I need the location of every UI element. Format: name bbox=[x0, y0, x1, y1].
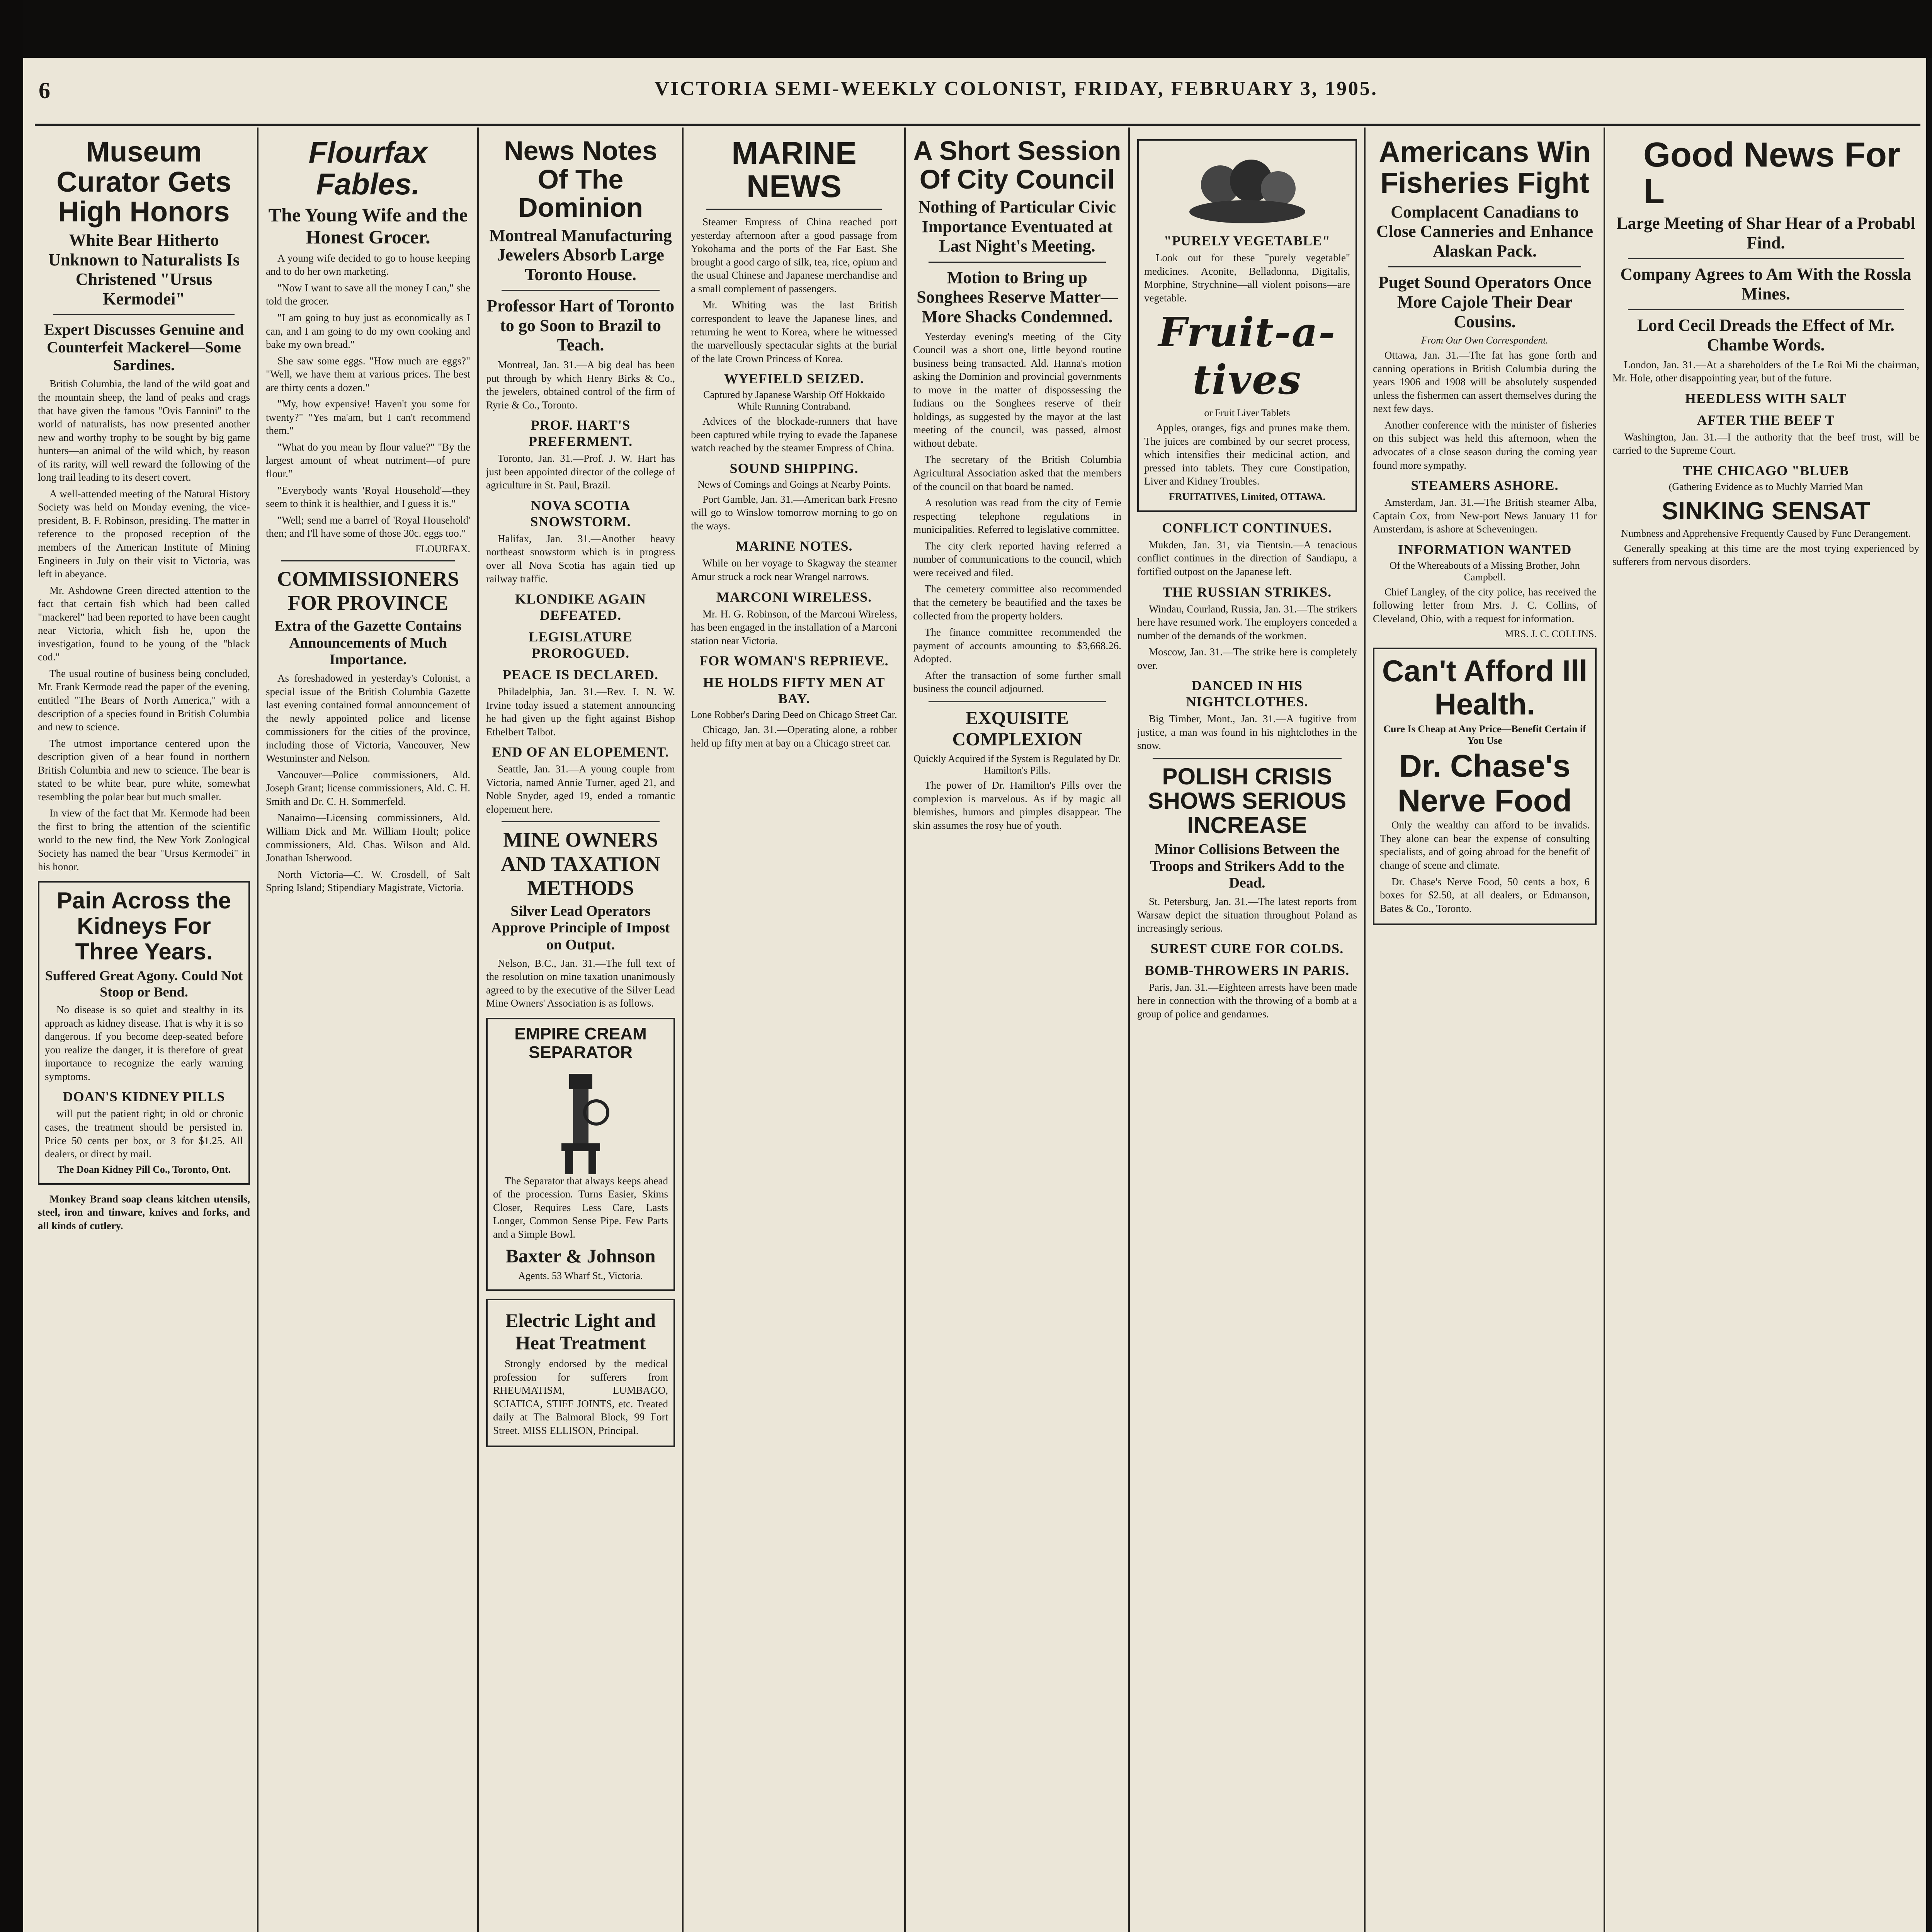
article-deck: White Bear Hitherto Unknown to Naturalists Is Christened "Ursus Kermodei" bbox=[48, 231, 240, 308]
ad-paragraph: The Separator that always keeps ahead of the procession. Turns Easier, Skims Closer, Requires Less Care, Lasts Longer, Common Sense Pipe. Few Parts and a Simple Bowl. bbox=[493, 1175, 668, 1240]
ad-logo-subtitle: or Fruit Liver Tablets bbox=[1204, 407, 1290, 419]
ad-paragraph: Apples, oranges, figs and prunes make them. The juices are combined by our secret process, which intensifies their medicinal action, and pressed into tablets. They cure Constipation, Liver and Kidney Troubles. bbox=[1144, 422, 1350, 487]
article-deck: Expert Discusses Genuine and Counterfeit Mackerel—Some Sardines. bbox=[44, 321, 244, 374]
column-rule bbox=[682, 128, 684, 1932]
section-heading: SOUND SHIPPING. bbox=[730, 460, 859, 476]
section-heading: DANCED IN HIS NIGHTCLOTHES. bbox=[1186, 678, 1308, 710]
section-heading: PEACE IS DECLARED. bbox=[502, 667, 659, 683]
article-paragraph: Mr. Whiting was the last British correspondent to leave the Japanese lines, and returning he went to Korea, where he witnessed the marvellously spectacular sights at the burial of the late Crown Princess of Korea. bbox=[691, 299, 897, 364]
fruit-a-tives-logo: Fruit-a-tives bbox=[1158, 308, 1336, 404]
section-subhead: News of Comings and Goings at Nearby Points. bbox=[697, 478, 891, 490]
article-paragraph: Seattle, Jan. 31.—A young couple from Victoria, named Annie Turner, aged 21, and Noble Snyder, aged 19, ended a romantic elopement here. bbox=[486, 763, 675, 815]
article-paragraph: The city clerk reported having referred a number of communications to the council, which were received and filed. bbox=[913, 540, 1121, 578]
section-subhead: Lone Robber's Daring Deed on Chicago Street Car. bbox=[691, 709, 897, 721]
section-heading: HE HOLDS FIFTY MEN AT BAY. bbox=[703, 675, 885, 707]
divider bbox=[1628, 309, 1904, 310]
section-heading: LEGISLATURE PROROGUED. bbox=[529, 629, 633, 661]
divider bbox=[502, 290, 660, 291]
section-subhead: Captured by Japanese Warship Off Hokkaido While Running Contraband. bbox=[703, 389, 885, 412]
article-paragraph: "My, how expensive! Haven't you some for twenty?" "Yes ma'am, but I can't recommend them." bbox=[266, 398, 470, 437]
section-heading: BOMB-THROWERS IN PARIS. bbox=[1145, 962, 1350, 978]
footer-ad: Monkey Brand soap cleans kitchen utensils, steel, iron and tinware, knives and forks, and all kinds of cutlery. bbox=[38, 1193, 250, 1231]
article-headline: Flourfax Fables. bbox=[308, 135, 428, 201]
page-gutter bbox=[1926, 58, 1932, 1932]
ad-paragraph: Dr. Chase's Nerve Food, 50 cents a box, 6 boxes for $2.50, at all dealers, or Edmanson, Bates & Co., Toronto. bbox=[1380, 876, 1590, 914]
article-deck: Company Agrees to Am With the Rossla Mines. bbox=[1620, 265, 1912, 303]
article-paragraph: After the transaction of some further small business the council adjourned. bbox=[913, 669, 1121, 695]
ad-subhead: Suffered Great Agony. Could Not Stoop or Bend. bbox=[45, 968, 243, 1000]
article-headline: EXQUISITE COMPLEXION bbox=[952, 707, 1082, 750]
ad-subhead: Cure Is Cheap at Any Price—Benefit Certain if You Use bbox=[1383, 723, 1586, 746]
article-paragraph: The power of Dr. Hamilton's Pills over the complexion is marvelous. As if by magic all blemishes, humors and pimples disappear. The skin assumes the rosy hue of youth. bbox=[913, 779, 1121, 831]
page-number: 6 bbox=[39, 78, 50, 103]
article-headline: COMMISSIONERS FOR PROVINCE bbox=[277, 567, 459, 614]
fruit-a-tives-ad bbox=[1137, 139, 1357, 512]
ad-paragraph: Look out for these "purely vegetable" medicines. Aconite, Belladonna, Digitalis, Morphine, Strychnine—all violent poisons—are vegetable. bbox=[1144, 252, 1350, 304]
article-headline: POLISH CRISIS SHOWS SERIOUS INCREASE bbox=[1148, 763, 1347, 838]
article-headline: Museum Curator Gets High Honors bbox=[56, 136, 231, 228]
cream-separator-ad bbox=[486, 1018, 675, 1291]
section-heading: STEAMERS ASHORE. bbox=[1411, 478, 1559, 493]
ad-headline: "PURELY VEGETABLE" bbox=[1163, 233, 1331, 248]
section-subhead: Numbness and Apprehensive Frequently Caused by Func Derangement. bbox=[1621, 527, 1911, 539]
article-paragraph: A young wife decided to go to house keeping and to do her own marketing. bbox=[266, 252, 470, 277]
article-deck: Extra of the Gazette Contains Announcements of Much Importance. bbox=[274, 617, 462, 668]
column-rule bbox=[1604, 128, 1605, 1932]
article-paragraph: Port Gamble, Jan. 31.—American bark Fresno will go to Winslow tomorrow morning to go on the ways. bbox=[691, 493, 897, 532]
ad-vendor-address: Agents. 53 Wharf St., Victoria. bbox=[518, 1270, 643, 1281]
article-paragraph: "Everybody wants 'Royal Household'—they seem to think it is healthier, and I guess it is." bbox=[266, 484, 470, 510]
article-paragraph: Steamer Empress of China reached port yesterday afternoon after a good passage from Yokohama and the ports of the Far East. She brought a good cargo of silk, tea, rice, opium and the usual Chinese and Japanese merchandise and a small complement of passengers. bbox=[691, 216, 897, 294]
divider bbox=[1628, 258, 1904, 259]
article-deck: Quickly Acquired if the System is Regulated by Dr. Hamilton's Pills. bbox=[913, 753, 1121, 776]
article-deck: Puget Sound Operators Once More Cajole Their Dear Cousins. bbox=[1378, 273, 1592, 331]
article-deck: Professor Hart of Toronto to go Soon to Brazil to Teach. bbox=[486, 296, 675, 355]
fruit-basket-illustration bbox=[1178, 150, 1317, 227]
article-paragraph: The finance committee recommended the payment of accounts amounting to $3,668.26. Adopted. bbox=[913, 626, 1121, 665]
divider bbox=[281, 560, 455, 561]
article-paragraph: Amsterdam, Jan. 31.—The British steamer Alba, Captain Cox, from New-port News January 11 for Amsterdam, is ashore at Scheveningen. bbox=[1373, 497, 1597, 535]
section-heading: KLONDIKE AGAIN DEFEATED. bbox=[515, 591, 646, 623]
section-subhead: Of the Whereabouts of a Missing Brother, John Campbell. bbox=[1389, 560, 1580, 583]
article-deck: Large Meeting of Shar Hear of a Probabl Find. bbox=[1616, 214, 1915, 252]
article-paragraph: Nelson, B.C., Jan. 31.—The full text of the resolution on mine taxation unanimously agreed to by the executive of the Silver Lead Mine Owners' Association is as follows. bbox=[486, 957, 675, 1009]
article-paragraph: "Now I want to save all the money I can," she told the grocer. bbox=[266, 282, 470, 307]
section-heading: THE CHICAGO "BLUEB bbox=[1682, 463, 1849, 478]
article-paragraph: Mr. Ashdowne Green directed attention to the fact that certain fish which had been called "mackerel" had been reported to have been caught near Victoria, which fish he, upon the investigation, found to be young of the "black cod." bbox=[38, 584, 250, 663]
column-rule bbox=[477, 128, 479, 1932]
article-paragraph: Paris, Jan. 31.—Eighteen arrests have been made here in connection with the throwing of a bomb at a group of police and gendarmes. bbox=[1137, 981, 1357, 1020]
section-heading: CONFLICT CONTINUES. bbox=[1162, 520, 1332, 536]
article-paragraph: "Well; send me a barrel of 'Royal Household' then; and I'll have some of those 30c. eggs too." bbox=[266, 514, 470, 539]
divider bbox=[929, 701, 1106, 702]
article-headline: MINE OWNERS AND TAXATION METHODS bbox=[501, 828, 660, 900]
kidney-pills-ad bbox=[38, 881, 250, 1184]
column-1 bbox=[31, 131, 257, 1932]
article-paragraph: "What do you mean by flour value?" "By the largest amount of wheat nutriment—of pure flour." bbox=[266, 441, 470, 480]
divider bbox=[1388, 266, 1581, 267]
ad-headline: Pain Across the Kidneys For Three Years. bbox=[56, 888, 231, 965]
ad-headline: Can't Afford Ill Health. bbox=[1382, 654, 1588, 721]
article-paragraph: She saw some eggs. "How much are eggs?" "Well, we have them at various prices. The best are thirty cents a dozen." bbox=[266, 355, 470, 393]
article-paragraph: A resolution was read from the city of Fernie respecting telephone regulations in municipalities. Referred to legislative committee. bbox=[913, 497, 1121, 536]
article-paragraph: Mukden, Jan. 31, via Tientsin.—A tenacious conflict continues in the direction of Sandiapu, a fortified outpost on the Japanese left. bbox=[1137, 539, 1357, 578]
article-deck: Nothing of Particular Civic Importance Eventuated at Last Night's Meeting. bbox=[918, 197, 1116, 256]
section-heading: INFORMATION WANTED bbox=[1398, 541, 1572, 557]
electric-light-ad bbox=[486, 1299, 675, 1447]
column-8 bbox=[1605, 131, 1926, 1932]
article-deck: Lord Cecil Dreads the Effect of Mr. Chambe Words. bbox=[1637, 316, 1895, 354]
article-deck: Motion to Bring up Songhees Reserve Matter—More Shacks Condemned. bbox=[917, 268, 1118, 326]
article-subtitle: The Young Wife and the Honest Grocer. bbox=[268, 204, 468, 248]
ad-headline: Electric Light and Heat Treatment bbox=[505, 1310, 656, 1354]
article-paragraph: Washington, Jan. 31.—I the authority that the beef trust, will be carried to the Supreme Court. bbox=[1612, 431, 1919, 456]
article-headline: SINKING SENSAT bbox=[1662, 497, 1870, 525]
scan-border-left bbox=[0, 0, 23, 1932]
article-paragraph: Another conference with the minister of fisheries on this subject was held this afternoon, when the advocates of a close season during the coming year found more sympathy. bbox=[1373, 419, 1597, 471]
article-paragraph: Moscow, Jan. 31.—The strike here is completely over. bbox=[1137, 646, 1357, 671]
article-paragraph: Advices of the blockade-runners that have been captured while trying to evade the Japanese watch reached by the steamer Empress of China. bbox=[691, 415, 897, 454]
article-paragraph: Big Timber, Mont., Jan. 31.—A fugitive from justice, a man was found in his nightclothes in the snow. bbox=[1137, 713, 1357, 752]
column-7 bbox=[1366, 131, 1604, 1932]
dateline: From Our Own Correspondent. bbox=[1421, 335, 1548, 346]
article-paragraph: Nanaimo—Licensing commissioners, Ald. William Dick and Mr. William Hoult; police commissioners, Ald. Chas. Wilson and Ald. Jonathan Isherwood. bbox=[266, 812, 470, 864]
divider bbox=[706, 209, 882, 210]
article-headline: A Short Session Of City Council bbox=[913, 136, 1121, 194]
article-paragraph: A well-attended meeting of the Natural History Society was held on Monday evening, the vice-president, B. F. Robinson, presiding. The matter in reference to the proposed reception of the members of the American Institute of Mining Engineers in July on their visit to Victoria, was left in abeyance. bbox=[38, 488, 250, 580]
article-deck: Complacent Canadians to Close Canneries and Enhance Alaskan Pack. bbox=[1376, 202, 1594, 260]
article-paragraph: British Columbia, the land of the wild goat and the mountain sheep, the land of peaks and crags that have given the famous "Ovis Fannini" to the world of naturalists, has now presented another new and worthy trophy to be sought by big game hunters—an animal of the wild which, by reason of its rarity, will well reward the following of the long trail leading to its desert covert. bbox=[38, 378, 250, 483]
ad-paragraph: No disease is so quiet and stealthy in its approach as kidney disease. That is why it is so dangerous. If you become deep-seated before you realize the danger, it is therefore of great importance to recognize the early warning symptoms. bbox=[45, 1004, 243, 1082]
column-6 bbox=[1130, 131, 1364, 1932]
column-rule bbox=[1128, 128, 1130, 1932]
ad-product-name: DOAN'S KIDNEY PILLS bbox=[63, 1089, 225, 1105]
article-paragraph: North Victoria—C. W. Crosdell, of Salt Spring Island; Stipendiary Magistrate, Victoria. bbox=[266, 868, 470, 894]
masthead-rule bbox=[35, 124, 1920, 126]
article-deck: Montreal Manufacturing Jewelers Absorb Large Toronto House. bbox=[489, 226, 672, 284]
divider bbox=[1153, 758, 1342, 759]
article-headline: Good News For L bbox=[1643, 136, 1901, 211]
article-paragraph: Philadelphia, Jan. 31.—Rev. I. N. W. Irvine today issued a statement announcing he had given up the fight against Bishop Ethelbert Talbot. bbox=[486, 686, 675, 738]
section-heading: THE RUSSIAN STRIKES. bbox=[1162, 584, 1332, 600]
ad-signature: The Doan Kidney Pill Co., Toronto, Ont. bbox=[57, 1163, 231, 1175]
article-headline: Americans Win Fisheries Fight bbox=[1379, 136, 1591, 199]
section-heading: SUREST CURE FOR COLDS. bbox=[1150, 940, 1344, 956]
article-paragraph: As foreshadowed in yesterday's Colonist, a special issue of the British Columbia Gazette last evening contained formal announcement of the newly appointed police and license commissioners for the cities of the province, including those of Victoria, Vancouver, New Westminster and Nelson. bbox=[266, 672, 470, 764]
article-paragraph: Mr. H. G. Robinson, of the Marconi Wireless, has been engaged in the installation of a Marconi station near Victoria. bbox=[691, 608, 897, 646]
article-paragraph: The utmost importance centered upon the description given of a bear found in northern British Columbia and new to science. The bear is stated to be white bear, pure white, somewhat resembling the polar bear but much smaller. bbox=[38, 737, 250, 803]
ad-headline: EMPIRE CREAM SEPARATOR bbox=[514, 1024, 647, 1062]
nerve-food-ad bbox=[1373, 648, 1597, 925]
article-paragraph: Halifax, Jan. 31.—Another heavy northeast snowstorm which is in progress over all Nova Scotia has again tied up railway traffic. bbox=[486, 532, 675, 585]
column-rule bbox=[904, 128, 906, 1932]
article-paragraph: Ottawa, Jan. 31.—The fat has gone forth and canning operations in British Columbia during the years 1906 and 1908 will be absolutely suspended unless the fishermen can assert themselves during the next few days. bbox=[1373, 349, 1597, 415]
scan-border-top bbox=[0, 0, 1932, 58]
article-paragraph: The cemetery committee also recommended that the cemetery be beautified and the taxes be collected from the property holders. bbox=[913, 583, 1121, 622]
article-paragraph: Montreal, Jan. 31.—A big deal has been put through by which Henry Birks & Co., the jewelers, obtained control of the firm of Ryrie & Co., Toronto. bbox=[486, 359, 675, 411]
section-heading: MARINE NOTES. bbox=[735, 538, 853, 554]
column-5 bbox=[906, 131, 1128, 1932]
section-heading: WYEFIELD SEIZED. bbox=[724, 371, 864, 387]
section-heading: END OF AN ELOPEMENT. bbox=[492, 744, 669, 760]
column-2 bbox=[259, 131, 477, 1932]
article-paragraph: Vancouver—Police commissioners, Ald. Joseph Grant; license commissioners, Ald. C. H. Smith and Dr. C. H. Sommerfeld. bbox=[266, 769, 470, 807]
column-3 bbox=[479, 131, 682, 1932]
article-paragraph: Windau, Courland, Russia, Jan. 31.—The strikers here have resumed work. The employers conceded a number of the demands of the workmen. bbox=[1137, 603, 1357, 641]
divider bbox=[502, 821, 660, 822]
masthead: VICTORIA SEMI-WEEKLY COLONIST, FRIDAY, FEBRUARY 3, 1905. bbox=[654, 78, 1378, 100]
section-heading: FOR WOMAN'S REPRIEVE. bbox=[699, 653, 889, 669]
article-paragraph: St. Petersburg, Jan. 31.—The latest reports from Warsaw depict the situation throughout Poland as increasingly serious. bbox=[1137, 896, 1357, 934]
article-paragraph: "I am going to buy just as economically as I can, and I am going to do my own cooking and bake my own bread." bbox=[266, 311, 470, 350]
column-rule bbox=[1364, 128, 1366, 1932]
divider bbox=[53, 314, 235, 315]
article-deck: Minor Collisions Between the Troops and Strikers Add to the Dead. bbox=[1150, 841, 1344, 891]
article-paragraph: Toronto, Jan. 31.—Prof. J. W. Hart has just been appointed director of the college of agriculture in St. Paul, Brazil. bbox=[486, 452, 675, 491]
article-paragraph: Generally speaking at this time are the most trying experienced by sufferers from nervous disorders. bbox=[1612, 542, 1919, 568]
article-headline: MARINE NEWS bbox=[731, 136, 857, 204]
section-heading: NOVA SCOTIA SNOWSTORM. bbox=[530, 497, 631, 529]
column-rule bbox=[257, 128, 259, 1932]
ad-paragraph: will put the patient right; in old or chronic cases, the treatment should be persisted in. Price 50 cents per box, or 3 for $1.25. All dealers, or direct by mail. bbox=[45, 1108, 243, 1160]
divider bbox=[929, 262, 1106, 263]
ad-paragraph: Strongly endorsed by the medical profession for sufferers from RHEUMATISM, LUMBAGO, SCIATICA, STIFF JOINTS, etc. Treated daily at The Balmoral Block, 99 Fort Street. MISS ELLISON, Principal. bbox=[493, 1358, 668, 1436]
section-heading: PROF. HART'S PREFERMENT. bbox=[528, 417, 633, 449]
cream-separator-illustration bbox=[550, 1066, 612, 1174]
section-heading: HEEDLESS WITH SALT bbox=[1685, 390, 1847, 406]
article-paragraph: Yesterday evening's meeting of the City Council was a short one, little beyond routine business being transacted. Ald. Hanna's motion asking the Dominion and provincial governments to move in the matter of dispossessing the Indians on the Songhees reserve of their holdings, as suggested by the mayor at the last meeting of the council, was passed, almost without debate. bbox=[913, 330, 1121, 449]
article-paragraph: The secretary of the British Columbia Agricultural Association asked that the members of the council on that board be named. bbox=[913, 454, 1121, 492]
article-paragraph: The usual routine of business being concluded, Mr. Frank Kermode read the paper of the evening, entitled "The Bears of North America," with a description of a species found in British Columbia and new to science. bbox=[38, 667, 250, 733]
section-subhead: (Gathering Evidence as to Muchly Married Man bbox=[1668, 481, 1863, 492]
article-paragraph: Chicago, Jan. 31.—Operating alone, a robber held up fifty men at bay on a Chicago street car. bbox=[691, 724, 897, 749]
ad-vendor: Baxter & Johnson bbox=[505, 1245, 656, 1267]
article-paragraph: Chief Langley, of the city police, has received the following letter from Mrs. J. C. Collins, of Cleveland, Ohio, with a request for information. bbox=[1373, 586, 1597, 624]
article-signature: MRS. J. C. COLLINS. bbox=[1505, 628, 1597, 640]
ad-signature: FRUITATIVES, Limited, OTTAWA. bbox=[1168, 491, 1326, 502]
ad-paragraph: Only the wealthy can afford to be invalids. They alone can bear the expense of consulting specialists, and of going abroad for the benefit of change of scene and climate. bbox=[1380, 819, 1590, 871]
ad-product-name: Dr. Chase's Nerve Food bbox=[1397, 748, 1572, 819]
article-paragraph: In view of the fact that Mr. Kermode had been the first to bring the attention of the scientific world to the new find, the New York Zoological Society has named the bear "Ursus Kermodei" in his honor. bbox=[38, 807, 250, 872]
article-signature: FLOURFAX. bbox=[415, 543, 470, 554]
article-paragraph: London, Jan. 31.—At a shareholders of the Le Roi Mi the chairman, Mr. Hole, other disappointing year, but of the future. bbox=[1612, 359, 1919, 384]
article-headline: News Notes Of The Dominion bbox=[504, 136, 657, 223]
article-paragraph: While on her voyage to Skagway the steamer Amur struck a rock near Wrangel narrows. bbox=[691, 557, 897, 583]
section-heading: AFTER THE BEEF T bbox=[1697, 412, 1835, 428]
article-deck: Silver Lead Operators Approve Principle of Impost on Output. bbox=[491, 903, 670, 953]
column-4 bbox=[684, 131, 904, 1932]
section-heading: MARCONI WIRELESS. bbox=[716, 589, 872, 605]
